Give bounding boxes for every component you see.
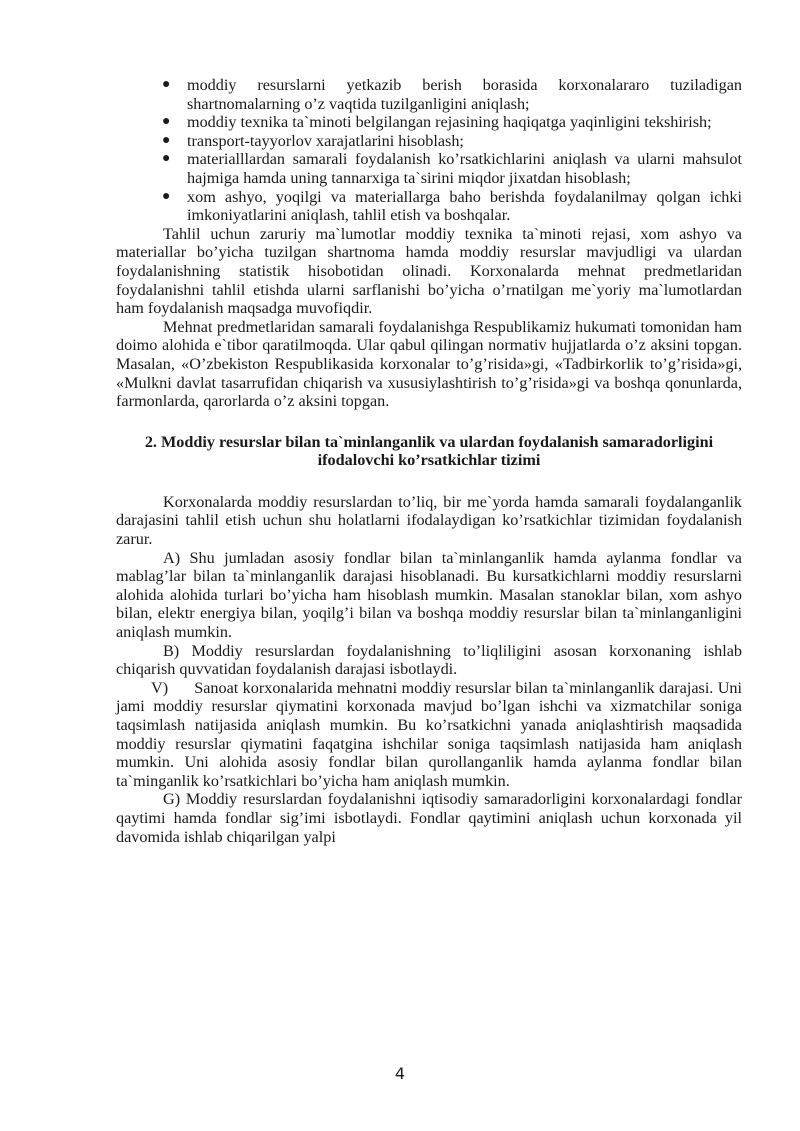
paragraph-item-b: B) Moddiy resurslardan foydalanishning to’liqliligini asosan korxonaning ishlab chiqarish quvvatidan foydalanish darajasi isbotlaydi.: [116, 641, 742, 679]
list-item: [116, 150, 742, 187]
document-page: [116, 76, 742, 846]
paragraph-item-a: A) Shu jumladan asosiy fondlar bilan ta`minlanganlik hamda aylanma fondlar va mablag’lar bilan ta`minlanganlik darajasi hisoblanadi. Bu kursatkichlarni moddiy resurslarni alohida alohida turlari bo’yicha ham hisoblash mumkin. Masalan stanoklar bilan, xom ashyo bilan, elektr energiya bilan, yoqilg’i bilan va boshqa moddiy resurslar bilan ta`minlanganligini aniqlash mumkin.: [116, 548, 742, 642]
list-item-text: moddiy texnika ta`minoti belgilangan rejasining haqiqatga yaqinligini tekshirish;: [187, 113, 712, 132]
section-heading: 2. Moddiy resurslar bilan ta`minlanganlik va ulardan foydalanish samaradorligini ifodalovchi ko’rsatkichlar tizimi: [144, 432, 714, 470]
bullet-icon: ●: [162, 114, 171, 130]
paragraph-item-v: V) Sanoat korxonalarida mehnatni moddiy resurslar bilan ta`minlanganlik darajasi. Uni jami moddiy resurslar qiymatini korxonada mavjud bo’lgan ishchi va xizmatchilar soniga taqsimlash natijasida aniqlash mumkin. Bu ko’rsatkichni yanada aniqlashtirish maqsadida moddiy resurslar qiymatini faqatgina ishchilar soniga taqsimlash natijasida ham aniqlash mumkin. Uni alohida asosiy fondlar bilan qurollanganlik hamda aylanma fondlar bilan ta`minganlik ko’rsatkichlari bo’yicha ham aniqlash mumkin.: [116, 678, 742, 790]
paragraph-item-g: G) Moddiy resurslardan foydalanishni iqtisodiy samaradorligini korxonalardagi fondlar qaytimi hamda fondlar sig’imi isbotlaydi. Fondlar qaytimini aniqlash uchun korxonada yil davomida ishlab chiqarilgan yalpi: [116, 790, 742, 846]
paragraph-data-sources: Tahlil uchun zaruriy ma`lumotlar moddiy texnika ta`minoti rejasi, xom ashyo va materiallar bo’yicha tuzilgan shartnoma hamda moddiy resurslar mavjudligi va ulardan foydalanishning statistik hisobotidan olinadi. Korxonalarda mehnat predmetlaridan foydalanishni tahlil etishda ularni sarflanishi bo’yicha o’rnatilgan me`yoriy ma`lumotlardan ham foydalanish maqsadga muvofiqdir.: [116, 224, 742, 318]
list-item: [116, 188, 742, 225]
list-item: [116, 113, 742, 132]
list-item-text: materialllardan samarali foydalanish ko’rsatkichlarini aniqlash va ularni mahsulot hajmiga hamda uning tannarxiga ta`sirini miqdor jixatdan hisoblash;: [187, 150, 742, 187]
bullet-icon: ●: [162, 151, 171, 167]
bullet-list: [116, 76, 742, 225]
list-item-text: transport-tayyorlov xarajatlarini hisoblash;: [187, 131, 464, 150]
bullet-icon: ●: [162, 188, 171, 204]
paragraph-intro: Korxonalarda moddiy resurslardan to’liq, bir me`yorda hamda samarali foydalanganlik darajasini tahlil etish uchun shu holatlarni ifodalaydigan ko’rsatkichlar tizimidan foydalanish zarur.: [116, 492, 742, 549]
paragraph-government-attention: Mehnat predmetlaridan samarali foydalanishga Respublikamiz hukumati tomonidan ham doimo alohida e`tibor qaratilmoqda. Ular qabul qilingan normativ hujjatlarda o’z aksini topgan. Masalan, «O’zbekiston Respublikasida korxonalar to’g’risida»gi, «Tadbirkorlik to’g’risida»gi, «Mulkni davlat tasarrufidan chiqarish va xususiylashtirish to’g’risida»gi va boshqa qonunlarda, farmonlarda, qarorlarda o’z aksini topgan.: [116, 317, 742, 411]
bullet-icon: ●: [162, 132, 171, 148]
list-item-text: xom ashyo, yoqilgi va materiallarga baho berishda foydalanilmay qolgan ichki imkoniyatlarini aniqlash, tahlil etish va boshqalar.: [187, 187, 742, 225]
page-number: 4: [394, 1064, 406, 1083]
bullet-icon: ●: [162, 77, 171, 92]
list-item: [116, 132, 742, 151]
list-item-text: moddiy resurslarni yetkazib berish borasida korxonalararo tuziladigan shartnomalarning o’z vaqtida tuzilganligini aniqlash;: [187, 76, 742, 113]
list-item: [116, 76, 742, 113]
